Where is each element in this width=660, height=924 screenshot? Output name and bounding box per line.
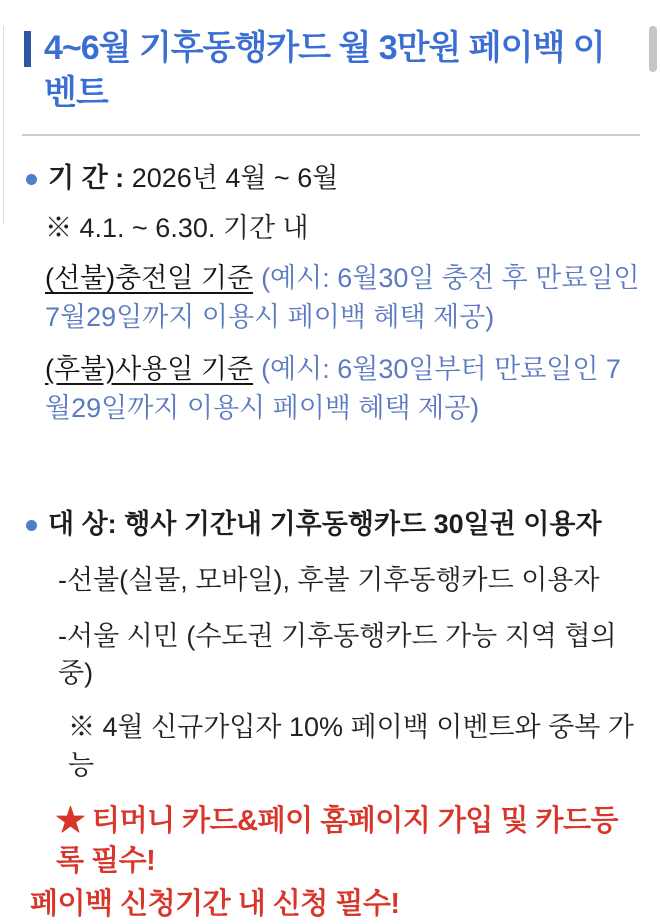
warning-line: 페이백 신청기간 내 신청 필수! [30,887,400,920]
page-edge-line [3,26,4,224]
period-heading [48,160,338,198]
postpaid-example: (예시: 6월30일부터 만료일인 7월29일까지 이용시 페이백 혜택 제공) [45,353,621,423]
title-accent-bar [24,31,31,67]
period-heading-row [24,160,644,198]
divider [22,134,640,136]
period-note: ※ 4.1. ~ 6.30. 기간 내 [45,212,309,243]
event-notice-page [0,26,660,920]
period-section [0,160,660,428]
bullet-icon [26,174,37,185]
postpaid-term: (후불)사용일 기준 [45,353,254,384]
postpaid-rule [45,350,642,428]
target-value: 행사 기간내 기후동행카드 30일권 이용자 [124,508,602,539]
page-title [24,26,644,116]
prepaid-example: (예시: 6월30일 충전 후 만료일인 7월29일까지 이용시 페이백 혜택 제공) [45,263,640,333]
target-heading [48,506,602,544]
target-item: -서울 시민 (수도권 기후동행카드 가능 지역 협의중) [58,620,617,689]
scrollbar-thumb[interactable] [649,26,657,72]
target-note: ※ 4월 신규가입자 10% 페이백 이벤트와 중복 가능 [68,712,634,780]
target-item: -선불(실물, 모바일), 후불 기후동행카드 이용자 [58,564,600,595]
period-label: 기 간 : [48,162,125,193]
target-label: 대 상: [48,508,117,539]
bullet-icon [26,520,37,531]
prepaid-term: (선불)충전일 기준 [45,263,254,294]
target-section [0,506,660,924]
period-value: 2026년 4월 ~ 6월 [131,162,339,193]
prepaid-rule [45,259,642,337]
warning-line: ★ 티머니 카드&페이 홈페이지 가입 및 카드등록 필수! [56,804,619,878]
target-heading-row [24,506,644,544]
page-title-text: 4~6월 기후동행카드 월 3만원 페이백 이벤트 [44,29,605,112]
